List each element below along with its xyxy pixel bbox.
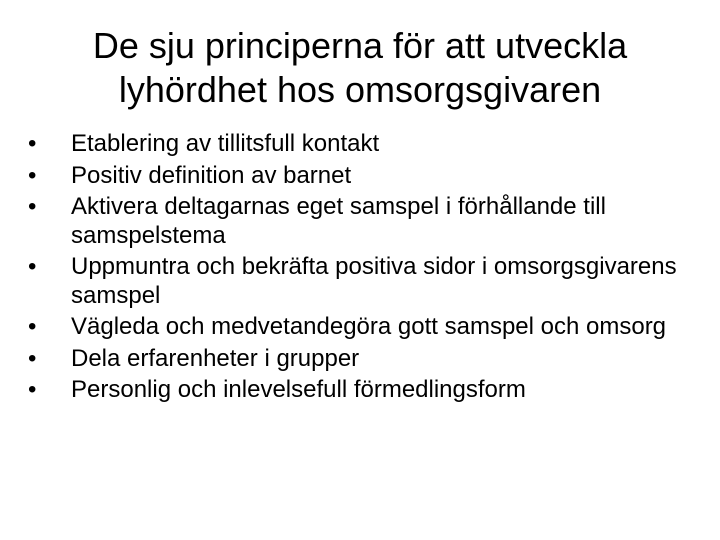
bullet-icon: •	[28, 130, 37, 157]
bullet-text: Vägleda och medvetandegöra gott samspel och omsorg	[71, 313, 667, 340]
bullet-item	[28, 193, 708, 250]
bullet-text: Aktivera deltagarnas eget samspel i förhållande till samspelstema	[71, 193, 606, 249]
bullet-text: Etablering av tillitsfull kontakt	[71, 130, 380, 157]
bullet-icon: •	[28, 376, 37, 403]
title-line-2: lyhördhet hos omsorgsgivaren	[118, 69, 602, 110]
bullet-text: Uppmuntra och bekräfta positiva sidor i omsorgsgivarens samspel	[71, 253, 677, 309]
bullet-item	[28, 345, 708, 374]
bullet-item	[28, 313, 708, 342]
bullet-list	[28, 130, 708, 408]
bullet-icon: •	[28, 161, 37, 189]
bullet-icon: •	[28, 313, 37, 340]
slide-title	[40, 24, 680, 112]
bullet-icon: •	[28, 253, 37, 280]
bullet-item	[28, 253, 708, 310]
bullet-icon: •	[28, 193, 37, 220]
bullet-item	[28, 130, 708, 159]
bullet-text: Positiv definition av barnet	[71, 161, 352, 189]
bullet-text: Personlig och inlevelsefull förmedlingsform	[71, 376, 526, 403]
bullet-item	[28, 162, 708, 191]
bullet-item	[28, 376, 708, 405]
title-line-1: De sju principerna för att utveckla	[92, 25, 628, 66]
bullet-text: Dela erfarenheter i grupper	[71, 344, 360, 372]
bullet-icon: •	[28, 344, 37, 372]
